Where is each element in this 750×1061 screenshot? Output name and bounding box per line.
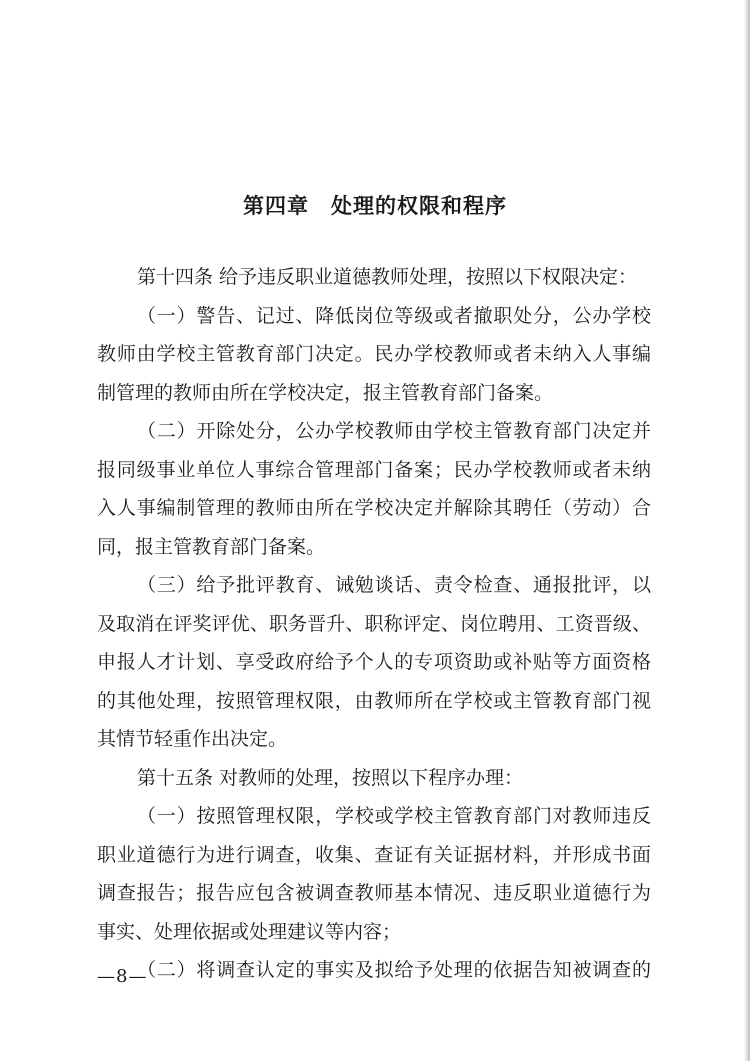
chapter-title-text: 处理的权限和程序 — [331, 194, 507, 218]
text-line: 调查报告；报告应包含被调查教师基本情况、违反职业道德行为 — [97, 882, 651, 904]
text-line: 的其他处理，按照管理权限，由教师所在学校或主管教育部门视 — [97, 689, 651, 712]
text-line: （二）将调查认定的事实及拟给予处理的依据告知被调查的 — [137, 959, 651, 981]
chapter-heading — [0, 190, 750, 220]
text-line: 及取消在评奖评优、职务晋升、职称评定、岗位聘用、工资晋级、 — [97, 612, 651, 635]
text-line: 职业道德行为进行调查，收集、查证有关证据材料，并形成书面 — [97, 843, 651, 866]
text-line: 入人事编制管理的教师由所在学校决定并解除其聘任（劳动）合 — [97, 497, 651, 519]
text-line: 制管理的教师由所在学校决定，报主管教育部门备案。 — [97, 381, 554, 404]
page-edge-shadow — [744, 0, 750, 1061]
text-line: （二）开除处分，公办学校教师由学校主管教育部门决定并 — [137, 420, 651, 442]
chapter-number: 第四章 — [243, 194, 309, 218]
text-line: 第十五条 对教师的处理，按照以下程序办理： — [137, 766, 524, 789]
text-line: 其情节轻重作出决定。 — [97, 728, 288, 750]
text-line: 同，报主管教育部门备案。 — [97, 535, 326, 558]
text-line: 事实、处理依据或处理建议等内容； — [97, 920, 402, 943]
text-line: 报同级事业单位人事综合管理部门备案；民办学校教师或者未纳 — [97, 458, 651, 481]
body-text — [97, 258, 651, 990]
text-line: （一）警告、记过、降低岗位等级或者撤职处分，公办学校 — [137, 304, 651, 327]
text-line: （三）给予批评教育、诫勉谈话、责令检查、通报批评，以 — [137, 574, 651, 596]
text-line: 申报人才计划、享受政府给予个人的专项资助或补贴等方面资格 — [97, 651, 651, 673]
text-line: 第十四条 给予违反职业道德教师处理，按照以下权限决定： — [137, 266, 638, 288]
text-line: 教师由学校主管教育部门决定。民办学校教师或者未纳入人事编 — [97, 343, 651, 365]
text-line: （一）按照管理权限，学校或学校主管教育部门对教师违反 — [137, 805, 651, 827]
page-number: —8— — [97, 966, 148, 987]
